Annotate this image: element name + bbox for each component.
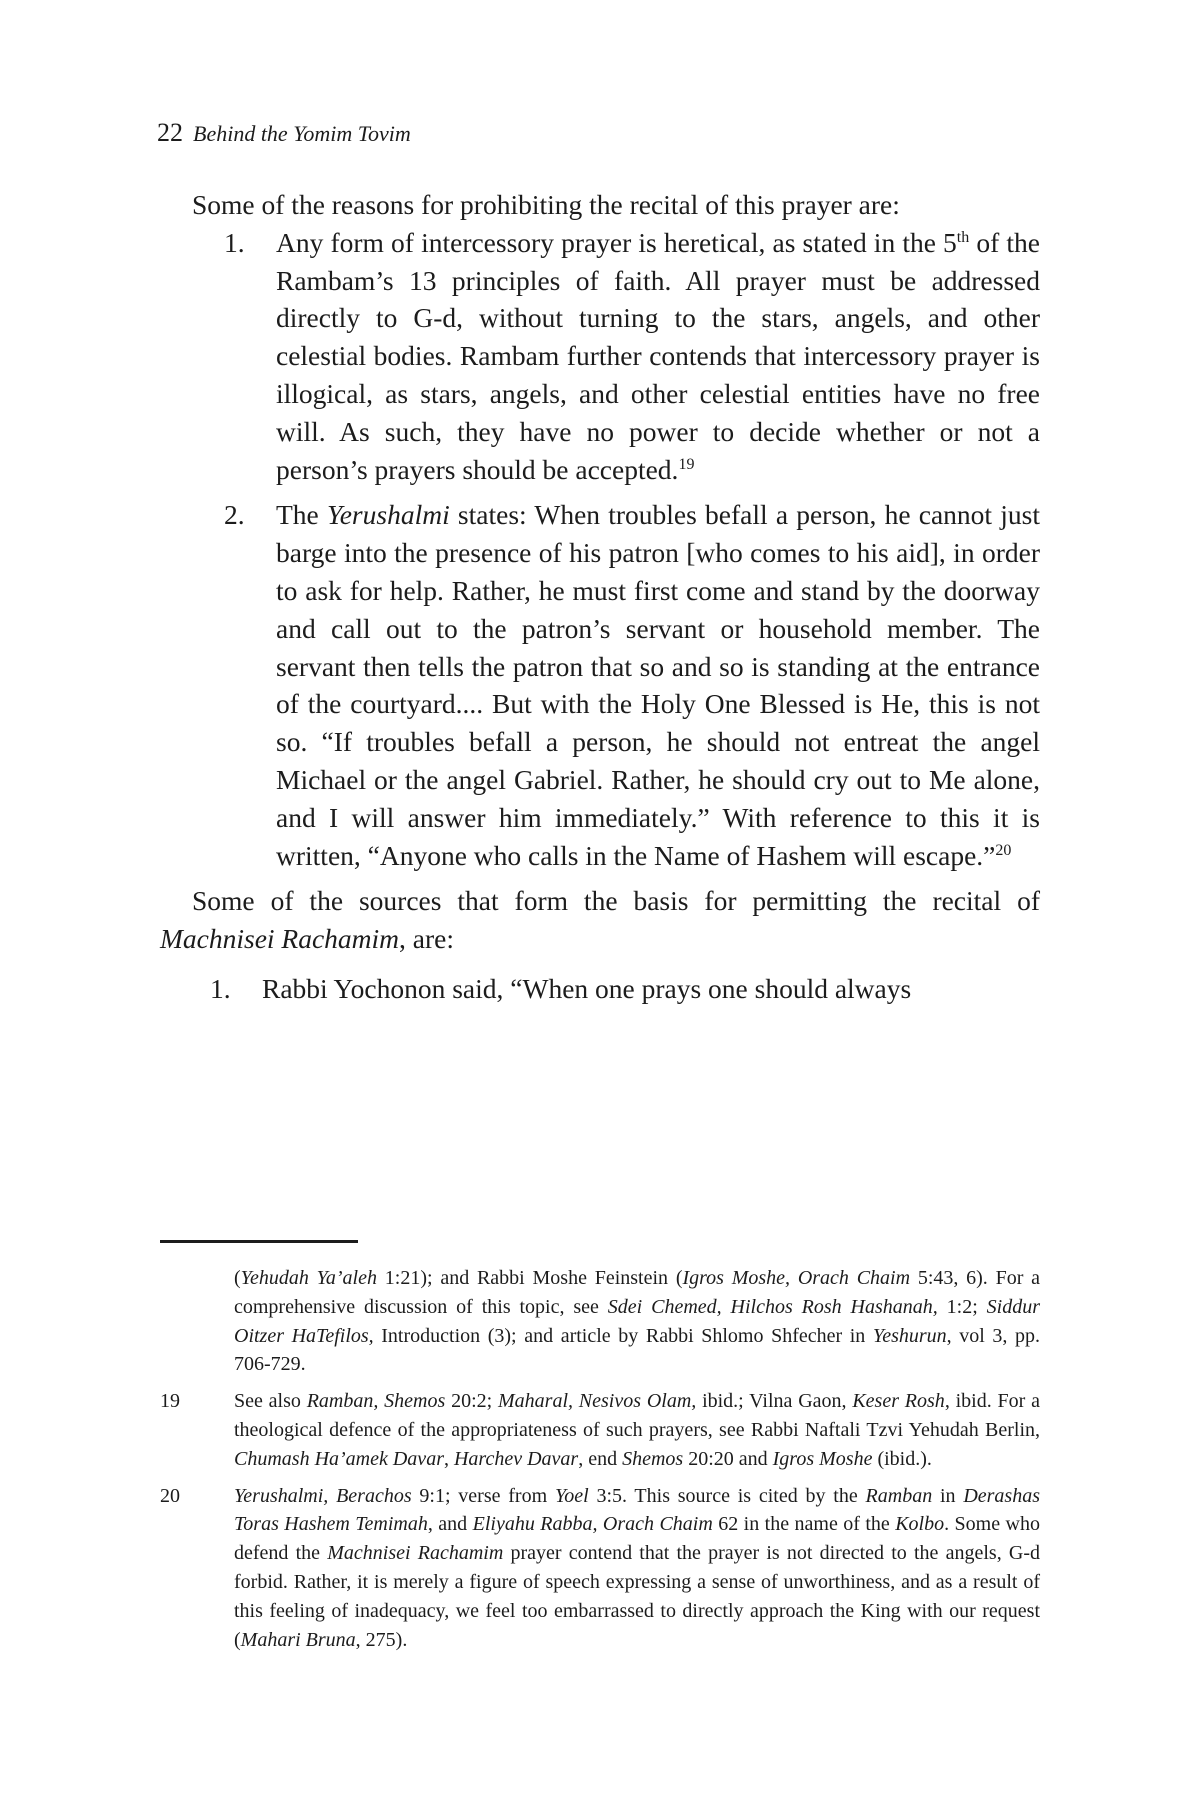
footnotes: [160, 1264, 1040, 1662]
paragraph-text-italic: Machnisei Rachamim: [160, 923, 400, 955]
item-text: states: When troubles befall a person, he cannot just barge into the presence of his patron [who comes to his aid], in order to ask for help. Rather, he must first come and stand by the doorway and call out to the patron’s servant or household member. The servant then tells the patron that so and so is standing at the entrance of the courtyard.... But with the Holy One Blessed is He, this is not so. “If troubles befall a person, he should not entreat the angel Michael or the angel Gabriel. Rather, he should cry out to Me alone, and I will answer him immediately.” With reference to this it is written, “Anyone who calls in the Name of Hashem will escape.”: [276, 499, 1040, 871]
list-item: [160, 224, 1040, 489]
footnote-19: 19 See also Ramban, Shemos 20:2; Maharal, Nesivos Olam, ibid.; Vilna Gaon, Keser Rosh, ibid. For a theological defence of the appropriateness of such prayers, see Rabbi Naftali Tzvi Yehudah Berlin, Chumash Ha’amek Davar, Harchev Davar, end Shemos 20:20 and Igros Moshe (ibid.).: [160, 1387, 1040, 1473]
item-text: Rabbi Yochonon said, “When one prays one should always: [262, 972, 912, 1004]
item-text: The: [276, 499, 327, 531]
footnote-number: 20: [160, 1484, 180, 1507]
item-number: 2.: [224, 499, 245, 531]
prohibit-intro: Some of the reasons for prohibiting the recital of this prayer are:: [192, 189, 900, 220]
main-text: [160, 186, 1040, 1008]
item-text-italic: Yerushalmi: [326, 499, 450, 531]
paragraph-text: , are:: [399, 923, 455, 955]
item-number: 1.: [224, 226, 245, 258]
item-text: Any form of intercessory prayer is heretical, as stated in the 5: [276, 226, 957, 258]
paragraph-text: Some of the sources that form the basis for permitting the recital of: [192, 885, 1040, 917]
footnote-number: 19: [160, 1390, 180, 1413]
superscript: th: [956, 228, 970, 246]
footnote-divider: [160, 1240, 358, 1243]
page-number: 22: [157, 118, 183, 147]
footnote-continued: (Yehudah Ya’aleh 1:21); and Rabbi Moshe Feinstein (Igros Moshe, Orach Chaim 5:43, 6). For a comprehensive discussion of this topic, see Sdei Chemed, Hilchos Rosh Hashanah, 1:2; Siddur Oitzer HaTefilos, Introduction (3); and article by Rabbi Shlomo Shfecher in Yeshurun, vol 3, pp. 706-729.: [234, 1267, 1041, 1376]
footnote-ref-20[interactable]: 20: [995, 841, 1012, 859]
list-item: [160, 496, 1040, 874]
item-number: 1.: [210, 972, 231, 1004]
footnote-20: 20 Yerushalmi, Berachos 9:1; verse from Yoel 3:5. This source is cited by the Ramban in Derashas Toras Hashem Temimah, and Eliyahu Rabba, Orach Chaim 62 in the name of the Kolbo. Some who defend the Machnisei Rachamim prayer contend that the prayer is not directed to the angels, G-d forbid. Rather, it is merely a figure of speech expressing a sense of unworthiness, and as a result of this feeling of inadequacy, we feel too embarrassed to directly approach the King with our request (Mahari Bruna, 275).: [160, 1482, 1040, 1655]
list-item: [160, 970, 1040, 1008]
footnote-ref-19[interactable]: 19: [678, 455, 695, 473]
item-text: of the Rambam’s 13 principles of faith. All prayer must be addressed directly to G-d, without turning to the stars, angels, and other celestial bodies. Rambam further contends that intercessory prayer is illogical, as stars, angels, and other celestial entities have no free will. As such, they have no power to decide whether or not a person’s prayers should be accepted.: [276, 226, 1040, 485]
running-header: [157, 118, 411, 148]
book-title: Behind the Yomim Tovim: [193, 121, 411, 146]
permit-intro: [160, 882, 1040, 958]
